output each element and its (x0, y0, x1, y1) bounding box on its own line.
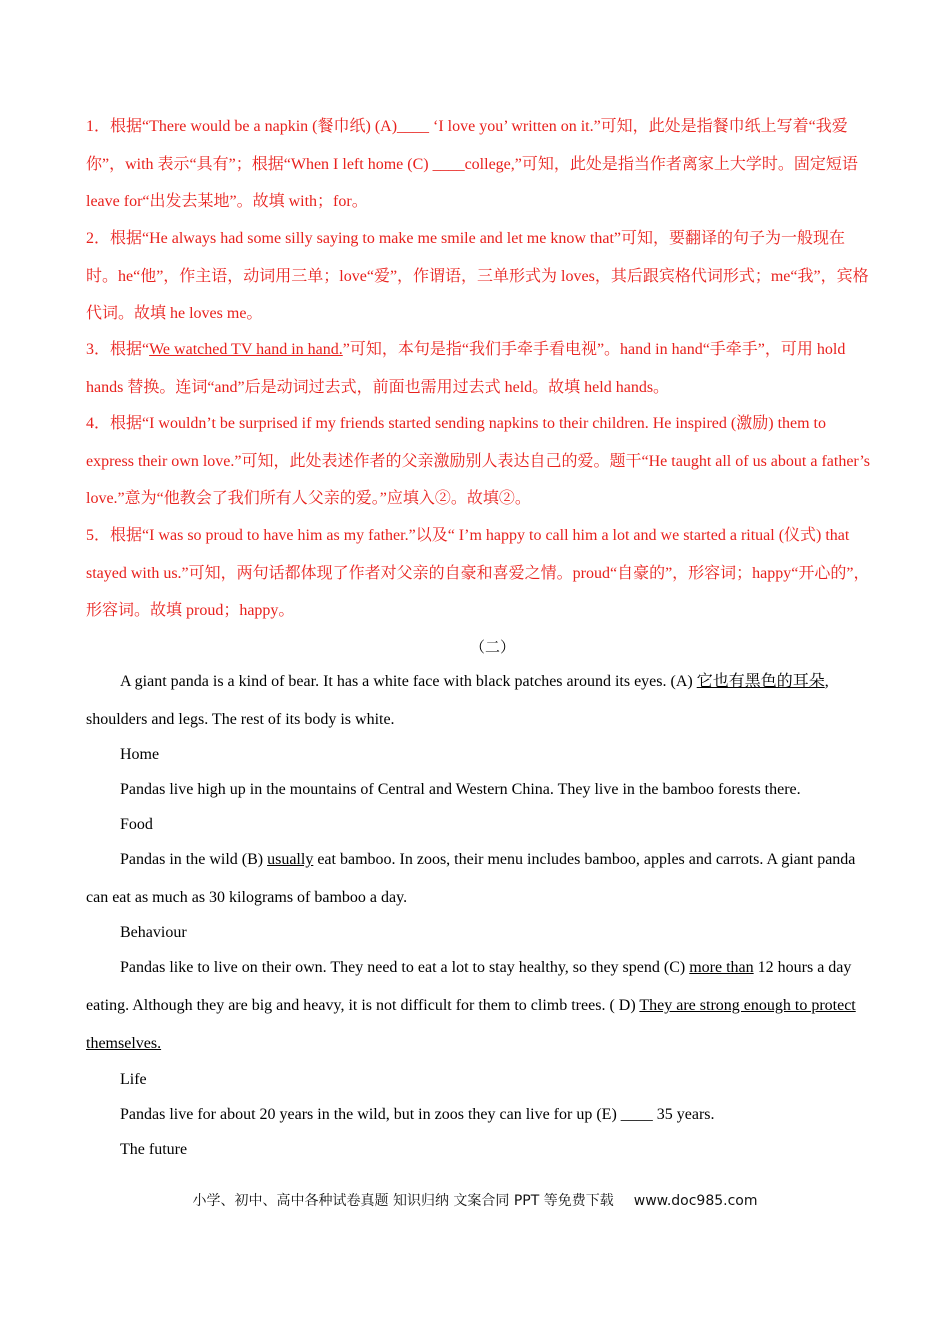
footer-site[interactable]: www.doc985.com (633, 1193, 758, 1209)
answer-3 (86, 331, 876, 406)
heading-life: Life (120, 1071, 147, 1088)
answer-5 (86, 517, 876, 630)
intro-post: , shoulders and legs. The rest of its body is white. (86, 673, 829, 728)
behaviour-pre: Pandas like to live on their own. They need to eat a lot to stay healthy, so they spend (C) (120, 959, 690, 976)
heading-home: Home (120, 746, 160, 763)
intro-underlined-A: 它也有黑色的耳朵 (696, 673, 825, 690)
answer-3-pre: 3．根据“ (86, 341, 150, 358)
answer-5-text: 5．根据“I was so proud to have him as my father.”以及“ I’m happy to call him a lot and we started a ritual (仪式) that stayed with us.”可知，两句话都体现了作者对父亲的自豪和喜爱之情。proud“自豪的”，形容词；happy“开心的”，形容词。故填 proud；happy。 (86, 527, 870, 620)
behaviour-underlined-D: They are strong enough to protect themselves. (86, 997, 856, 1052)
paragraph-behaviour (86, 949, 866, 1063)
answer-4-text: 4．根据“I wouldn’t be surprised if my friends started sending napkins to their children. He inspired (激励) them to express their own love.”可知，此处表述作者的父亲激励别人表达自己的爱。题干“He taught all of us about a father’s love.”意为“他教会了我们所有人父亲的爱。”应填入②。故填②。 (86, 415, 871, 508)
page-footer (0, 1190, 950, 1210)
paragraph-food (86, 841, 866, 917)
answer-3-underlined: We watched TV hand in hand. (149, 341, 343, 358)
heading-food: Food (120, 816, 153, 833)
heading-behaviour: Behaviour (120, 924, 187, 941)
intro-pre: A giant panda is a kind of bear. It has a white face with black patches around its eyes. (A) (120, 673, 697, 690)
answer-1 (86, 108, 876, 221)
behaviour-mid: 12 hours a day eating. Although they are big and heavy, it is not difficult for them to climb trees. ( D) (86, 959, 852, 1014)
paragraph-life: Pandas live for about 20 years in the wild, but in zoos they can live for up (E) ____ 35 years. (120, 1106, 715, 1123)
paragraph-home: Pandas live high up in the mountains of Central and Western China. They live in the bamboo forests there. (120, 781, 801, 798)
answer-1-text: 1．根据“There would be a napkin (餐巾纸) (A)____ ‘I love you’ written on it.”可知，此处是指餐巾纸上写着“我爱你”，with 表示“具有”；根据“When I left home (C) ____college,”可知，此处是指当作者离家上大学时。固定短语 leave for“出发去某地”。故填 with；for。 (86, 118, 858, 211)
section-label: （二） (469, 640, 515, 656)
passage-intro (86, 663, 866, 739)
answer-2 (86, 220, 876, 333)
food-underlined-B: usually (267, 851, 314, 868)
footer-text: 小学、初中、高中各种试卷真题 知识归纳 文案合同 PPT 等免费下载 (192, 1193, 614, 1209)
answer-2-text: 2．根据“He always had some silly saying to make me smile and let me know that”可知，要翻译的句子为一般现在时。he“他”，作主语，动词用三单；love“爱”，作谓语，三单形式为 loves，其后跟宾格代词形式；me“我”，宾格代词。故填 he loves me。 (86, 230, 869, 323)
heading-future: The future (120, 1141, 188, 1158)
answer-4 (86, 405, 876, 518)
food-pre: Pandas in the wild (B) (120, 851, 268, 868)
food-post: eat bamboo. In zoos, their menu includes bamboo, apples and carrots. A giant panda can eat as much as 30 kilograms of bamboo a day. (86, 851, 856, 906)
behaviour-underlined-C: more than (689, 959, 754, 976)
answer-3-post: ”可知，本句是指“我们手牵手看电视”。hand in hand“手牵手”，可用 hold hands 替换。连词“and”后是动词过去式，前面也需用过去式 held。故填 held hands。 (86, 341, 846, 396)
